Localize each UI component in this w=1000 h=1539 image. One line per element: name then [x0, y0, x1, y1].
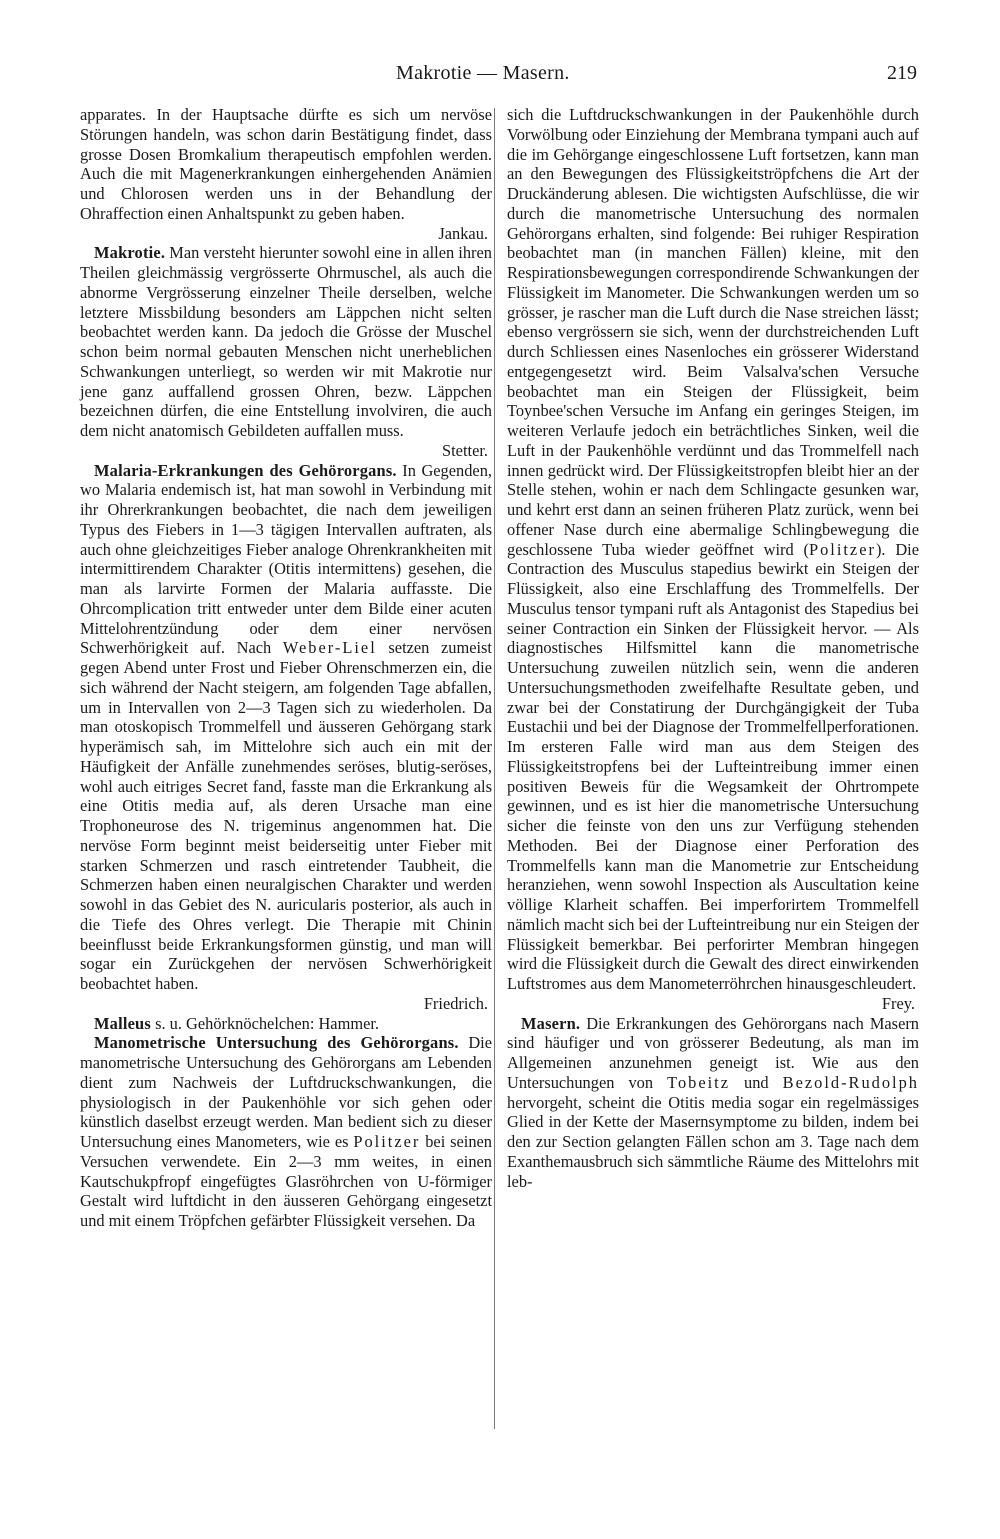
cited-name: Politzer: [808, 539, 876, 559]
author-signature: Friedrich.: [423, 993, 488, 1013]
headword: Malleus: [94, 1013, 151, 1033]
right-column: [507, 105, 919, 1191]
column-divider: [494, 108, 495, 1429]
running-header: [0, 60, 1000, 90]
author-signature: Jankau.: [438, 223, 488, 243]
entry-masern: Masern. Die Erkrankungen des Gehörorgans nach Masern sind häufiger und von grösserer Bedeutung, als man im Allgemeinen anzunehmen geneigt ist. Wie aus den Untersuchungen von Tobeitz und Bezold-Rudolph hervorgeht, scheint die Otitis media sogar ein regelmässiges Glied in der Kette der Masernsymptome zu bilden, indem bei den zur Section gelangten Fällen schon am 3. Tage nach dem Exanthemausbruch sich sämmtliche Räume des Mittelohrs mit leb-: [507, 1013, 920, 1191]
running-title: Makrotie — Masern.: [396, 62, 570, 84]
paragraph-continuation: apparates. In der Hauptsache dürfte es sich um nervöse Störungen handeln, was schon darin Bestätigung findet, dass grosse Dosen Bromkalium therapeutisch empfohlen werden. Auch die mit Magenerkrankungen einhergehenden Anämien und Chlorosen werden uns in der Behandlung der Ohraffection einen Anhaltspunkt zu geben haben. Jankau.: [80, 105, 492, 243]
headword: Malaria-Erkrankungen des Gehörorgans.: [94, 460, 397, 480]
cited-name: Tobeitz: [667, 1072, 730, 1092]
left-column: [80, 105, 492, 1231]
cited-name: Bezold-Rudolph: [782, 1072, 920, 1092]
author-signature: Frey.: [881, 993, 915, 1013]
headword: Makrotie.: [94, 243, 166, 263]
headword: Masern.: [521, 1013, 581, 1033]
headword: Manometrische Untersuchung des Gehörorgans.: [94, 1033, 459, 1053]
cited-name: Weber-Liel: [282, 638, 377, 658]
entry-manometrische-untersuchung: Manometrische Untersuchung des Gehörorgans. Die manometrische Untersuchung des Gehörorgans am Lebenden dient zum Nachweis der Luftdruckschwankungen, die physiologisch in der Paukenhöhle vor sich gehen oder künstlich daselbst erzeugt werden. Man bedient sich zu dieser Untersuchung eines Manometers, wie es Politzer bei seinen Versuchen verwendete. Ein 2—3 mm weites, in einen Kautschukpfropf eingefügtes Glasröhrchen von U-förmiger Gestalt wird luftdicht in den äusseren Gehörgang eingesetzt und mit einem Tröpfchen gefärbter Flüssigkeit versehen. Da: [80, 1033, 492, 1230]
author-signature: Stetter.: [442, 440, 488, 460]
entry-malleus: Malleus s. u. Gehörknöchelchen: Hammer.: [94, 1013, 380, 1033]
cited-name: Politzer: [353, 1132, 421, 1151]
paragraph-continuation: sich die Luftdruckschwankungen in der Paukenhöhle durch Vorwölbung oder Einziehung der Membrana tympani auch auf die im Gehörgange eingeschlossene Luft fortsetzen, kann man an den Bewegungen des Flüssigkeitströpfchens die Art der Druckänderung ablesen. Die wichtigsten Aufschlüsse, die wir durch die manometrische Untersuchung des normalen Gehörorgans erhalten, sind folgende: Bei ruhiger Respiration beobachtet man (in manchen Fällen) kleine, mit den Respirationsbewegungen correspondirende Schwankungen der Flüssigkeit im Manometer. Die Schwankungen werden um so grösser, je rascher man die Luft durch die Nase streichen lässt; ebenso vergrössern sie sich, wenn der durchstreichenden Luft durch Schliessen eines Nasenloches ein grösserer Widerstand entgegengesetzt wird. Beim Valsalva'schen Versuche beobachtet man ein Steigen der Flüssigkeit, beim Toynbee'schen Versuche im Anfang ein geringes Steigen, im weiteren Verlaufe jedoch ein beträchtliches Sinken, weil die Luft in der Paukenhöhle verdünnt und das Trommelfell nach innen gedrückt wird. Der Flüssigkeitstropfen bleibt hier an der Stelle stehen, wohin er nach dem Schlingacte gesunken war, und kehrt erst dann an seinen früheren Platz zurück, wenn bei offener Nase durch eine abermalige Schlingbewegung die geschlossene Tuba wieder geöffnet wird (Politzer). Die Contraction des Musculus stapedius bewirkt ein Steigen der Flüssigkeit, also eine Erschlaffung des Trommelfells. Der Musculus tensor tympani ruft als Antagonist des Stapedius bei seiner Contraction ein Sinken der Flüssigkeit hervor. — Als diagnostisches Hilfsmittel kann die manometrische Untersuchung zuweilen nützlich sein, wenn die anderen Untersuchungsmethoden zweifelhafte Resultate geben, und zwar bei der Constatirung der Durchgängigkeit der Tuba Eustachii und bei der Diagnose der Trommelfellperforationen. Im ersteren Falle wird man aus dem Steigen des Flüssigkeitstropfens bei der Lufteintreibung immer einen positiven Beweis für die Wegsamkeit der Ohrtrompete gewinnen, und es ist hier die manometrische Untersuchung sicher die feinste von den uns zur Verfügung stehenden Methoden. Bei der Diagnose einer Perforation des Trommelfells kann man die Manometrie zur Entscheidung heranziehen, wenn sowohl Inspection als Auscultation keine völlige Klarheit schaffen. Bei imperforirtem Trommelfell nämlich macht sich bei der Lufteintreibung nur ein Steigen der Flüssigkeit bemerkbar. Bei perforirter Membran hingegen wird die Flüssigkeit durch die Gewalt des direct einwirkenden Luftstromes aus dem Manometerröhrchen hinausgeschleudert. Frey.: [507, 105, 919, 1013]
entry-makrotie: Makrotie. Man versteht hierunter sowohl eine in allen ihren Theilen gleichmässig vergrösserte Ohrmuschel, als auch die abnorme Vergrösserung einzelner Theile derselben, welche letztere Missbildung besonders am Läppchen nicht selten beobachtet werden kann. Da jedoch die Grösse der Muschel schon beim normal gebauten Menschen nicht unerheblichen Schwankungen unterliegt, so werden wir mit Makrotie nur jene ganz auffallend grossen Ohren, bezw. Läppchen bezeichnen dürfen, die eine Entstellung involviren, die auch dem nicht anatomisch Gebildeten auffallen muss. Stetter.: [80, 243, 492, 460]
page-number: 219: [887, 62, 917, 84]
entry-malaria: Malaria-Erkrankungen des Gehörorgans. In Gegenden, wo Malaria endemisch ist, hat man sowohl in Verbindung mit ihr Ohrerkrankungen beobachtet, die nach dem jeweiligen Typus des Fiebers in 1—3 tägigen Intervallen auftraten, als auch ohne gleichzeitiges Fieber analoge Ohrenkrankheiten mit intermittirendem Charakter (Otitis intermittens) gesehen, die man als larvirte Formen der Malaria auffasste. Die Ohrcomplication tritt entweder unter dem Bilde einer acuten Mittelohrentzündung oder dem einer nervösen Schwerhörigkeit auf. Nach Weber-Liel setzen zumeist gegen Abend unter Frost und Fieber Ohrenschmerzen ein, die sich während der Nacht steigern, am folgenden Tage abfallen, um in Intervallen von 2—3 Tagen sich zu wiederholen. Da man otoskopisch Trommelfell und äusseren Gehörgang stark hyperämisch sah, im Mittelohre sich auch ein mit der Häufigkeit der Anfälle zunehmendes seröses, blutig-seröses, wohl auch eitriges Secret fand, fasste man die Erkrankung als eine Otitis media auf, als deren Ursache man eine Trophoneurose des N. trigeminus angenommen hat. Die nervöse Form beginnt meist beiderseitig unter Fieber mit starken Schmerzen und rasch eintretender Taubheit, die Schmerzen haben einen neuralgischen Charakter und werden sowohl in das Gebiet des N. auricularis posterior, als auch in die Tiefe des Ohres verlegt. Die Therapie mit Chinin beeinflusst beide Erkrankungsformen günstig, und man will sogar ein Zurückgehen der nervösen Schwerhörigkeit beobachtet haben. Friedrich.: [80, 460, 492, 1013]
